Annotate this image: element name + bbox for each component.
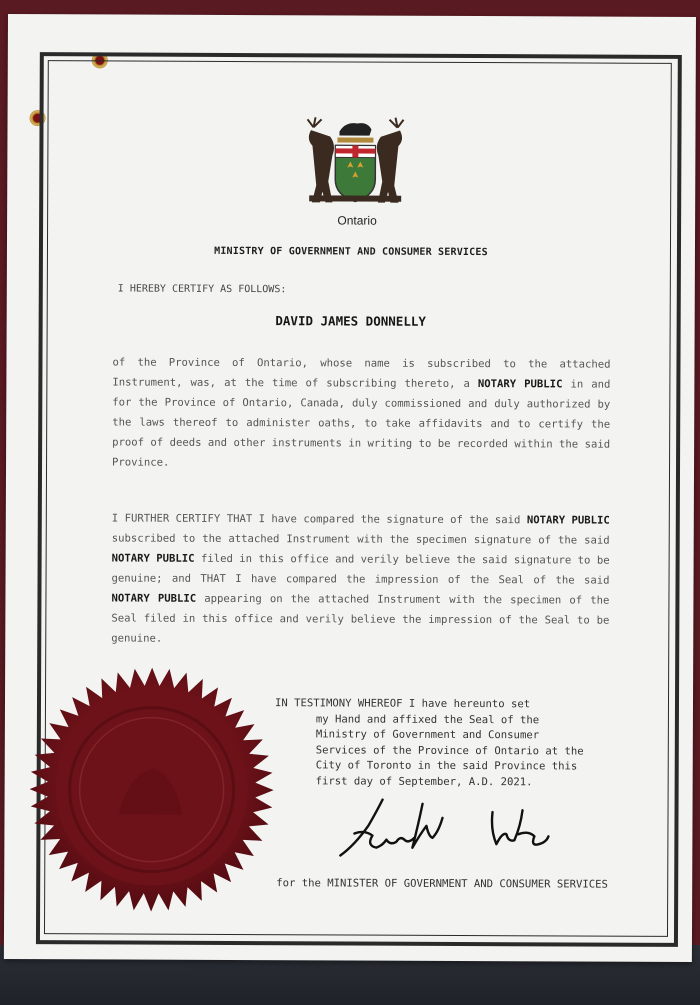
ministry-heading: MINISTRY OF GOVERNMENT AND CONSUMER SERVICES xyxy=(214,245,488,259)
signature-line: for the MINISTER OF GOVERNMENT AND CONSUMER SERVICES xyxy=(276,877,608,891)
notary-name: DAVID JAMES DONNELLY xyxy=(275,313,426,329)
handwritten-signature xyxy=(332,793,592,864)
testimony-line: Services of the Province of Ontario at the xyxy=(315,744,584,758)
notary-public-term: NOTARY PUBLIC xyxy=(111,552,195,565)
ontario-label: Ontario xyxy=(337,213,377,228)
paragraph-two-text: subscribed to the attached Instrument with the specimen signature of the said xyxy=(111,532,610,547)
testimony-block xyxy=(275,696,584,791)
notary-public-term: NOTARY PUBLIC xyxy=(477,378,563,391)
paragraph-one-text: of the Province of Ontario, whose name is subscribed to the attached Instrument, was, at the time of subscribing thereto, a xyxy=(112,356,611,391)
notary-public-term: NOTARY PUBLIC xyxy=(111,592,197,605)
certify-intro: I HEREBY CERTIFY AS FOLLOWS: xyxy=(117,283,287,296)
testimony-line: first day of September, A.D. 2021. xyxy=(315,775,533,789)
paragraph-two-text: appearing on the attached Instrument with the specimen of the Seal filed in this office and verily believe the impression of the Seal to be genuine. xyxy=(111,592,610,645)
paragraph-one-text: in and for the Province of Ontario, Canada, duly commissioned and duly authorized by the laws thereof to administer oaths, to take affidavits and to certify the proof of deeds and other instruments in writing to be recorded within the said Province. xyxy=(112,378,611,469)
testimony-line: my Hand and affixed the Seal of the xyxy=(315,712,540,726)
notary-public-term: NOTARY PUBLIC xyxy=(526,514,610,527)
paragraph-two xyxy=(111,508,610,650)
paragraph-one xyxy=(112,352,611,474)
certificate-page xyxy=(4,14,696,962)
testimony-line: IN TESTIMONY WHEREOF I have hereunto set xyxy=(274,697,531,711)
red-foil-seal-icon xyxy=(26,664,277,915)
testimony-line: City of Toronto in the said Province this xyxy=(315,759,578,773)
paragraph-two-text: I FURTHER CERTIFY THAT I have compared the signature of the said xyxy=(111,512,527,527)
paragraph-two-text: filed in this office and verily believe the said signature to be genuine; and THAT I have compared the impression of the Seal of the said xyxy=(111,552,610,587)
ontario-coat-of-arms-icon xyxy=(299,109,411,219)
testimony-line: Ministry of Government and Consumer xyxy=(315,728,540,742)
